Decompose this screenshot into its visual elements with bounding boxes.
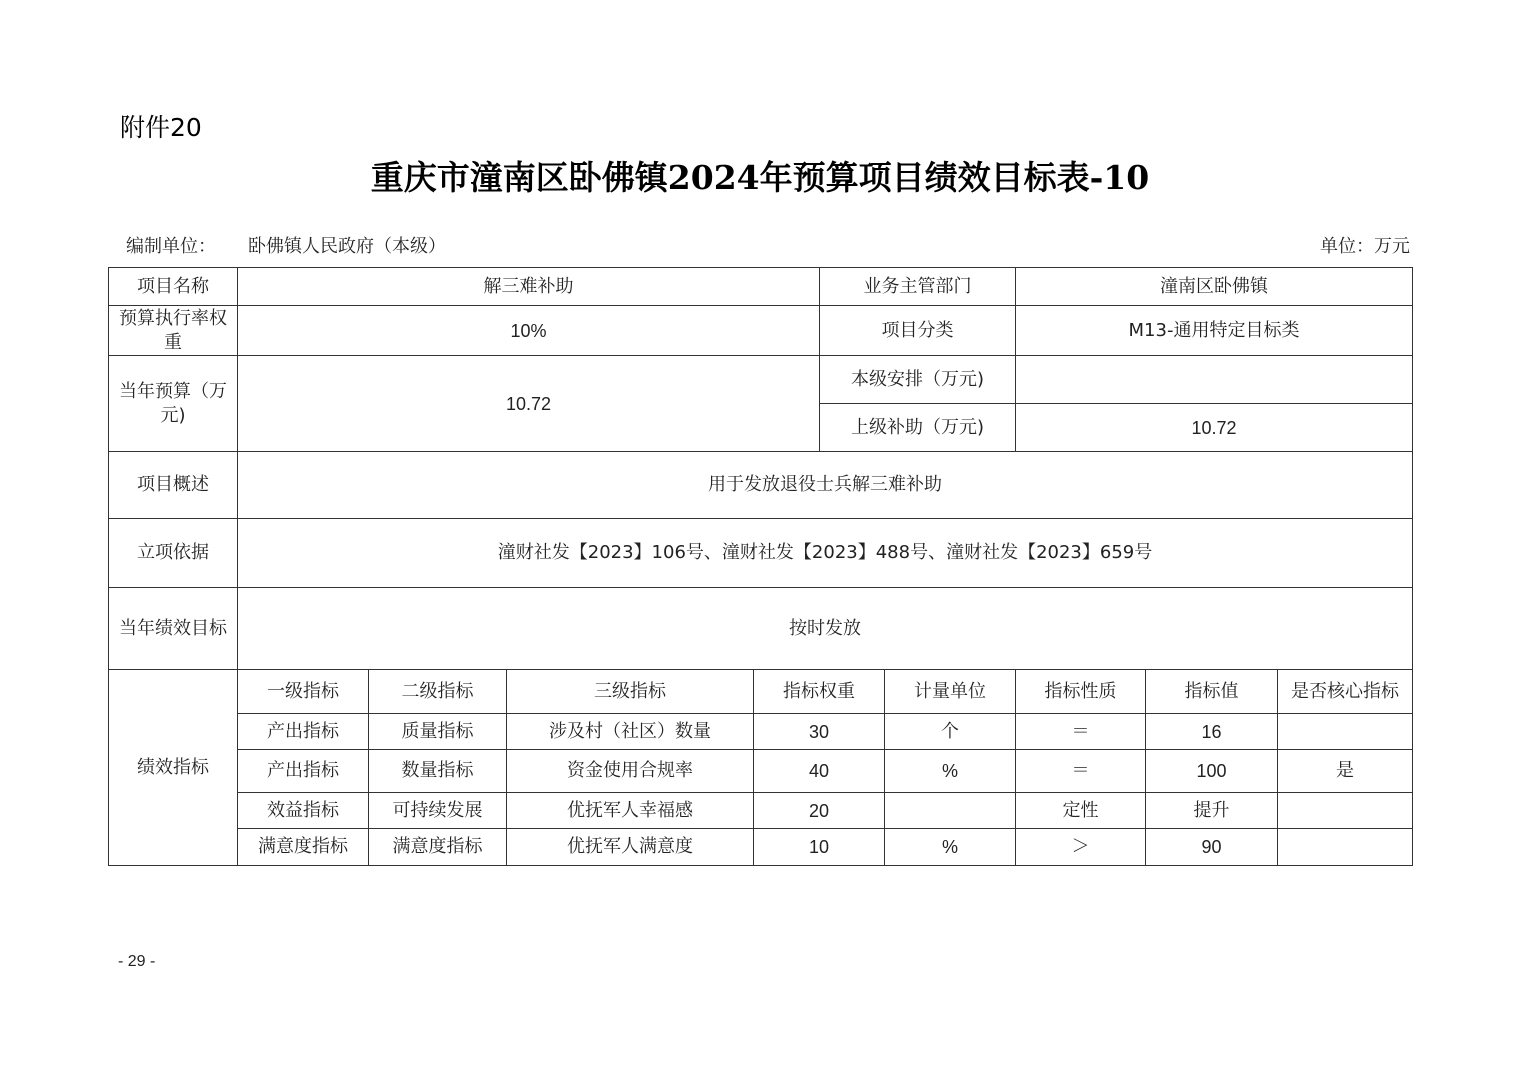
indicator-cell: ＝ (1016, 714, 1146, 750)
project-name-label: 项目名称 (109, 268, 238, 306)
indicators-label: 绩效指标 (109, 670, 238, 866)
indicator-cell: 优抚军人幸福感 (507, 793, 754, 829)
dept-label: 业务主管部门 (820, 268, 1016, 306)
indicator-cell: 是 (1278, 750, 1413, 793)
indicator-cell (885, 793, 1016, 829)
row-budget-local (109, 356, 1413, 404)
exec-weight-value: 10% (238, 306, 820, 356)
header-cell: 计量单位 (885, 670, 1016, 714)
row-basis (109, 519, 1413, 588)
indicator-cell: 20 (754, 793, 885, 829)
indicator-cell: % (885, 750, 1016, 793)
header-cell: 指标性质 (1016, 670, 1146, 714)
indicator-cell: ＝ (1016, 750, 1146, 793)
exec-weight-label: 预算执行率权重 (109, 306, 238, 356)
budget-label: 当年预算（万元) (109, 356, 238, 452)
indicator-row (109, 793, 1413, 829)
indicator-cell: 100 (1146, 750, 1278, 793)
header-cell: 三级指标 (507, 670, 754, 714)
indicator-cell: 可持续发展 (369, 793, 507, 829)
page-title: 重庆市潼南区卧佛镇2024年预算项目绩效目标表-10 (370, 158, 1150, 197)
indicator-cell: 16 (1146, 714, 1278, 750)
indicator-cell: 效益指标 (238, 793, 369, 829)
row-project-name (109, 268, 1413, 306)
indicator-cell: 满意度指标 (369, 829, 507, 866)
indicator-cell: 提升 (1146, 793, 1278, 829)
indicator-cell: ＞ (1016, 829, 1146, 866)
basis-value: 潼财社发【2023】106号、潼财社发【2023】488号、潼财社发【2023】659号 (238, 519, 1413, 588)
header-cell: 指标值 (1146, 670, 1278, 714)
overview-value: 用于发放退役士兵解三难补助 (238, 452, 1413, 519)
performance-table (108, 267, 1413, 866)
category-label: 项目分类 (820, 306, 1016, 356)
indicator-cell: 定性 (1016, 793, 1146, 829)
indicator-cell: 资金使用合规率 (507, 750, 754, 793)
header-cell: 二级指标 (369, 670, 507, 714)
indicator-cell: 30 (754, 714, 885, 750)
org-value: 卧佛镇人民政府（本级） (248, 236, 446, 257)
indicator-cell: 产出指标 (238, 750, 369, 793)
category-value: M13-通用特定目标类 (1016, 306, 1413, 356)
indicator-header-row (109, 670, 1413, 714)
dept-value: 潼南区卧佛镇 (1016, 268, 1413, 306)
indicator-row (109, 750, 1413, 793)
indicator-cell: 个 (885, 714, 1016, 750)
indicator-cell: 数量指标 (369, 750, 507, 793)
project-name-value: 解三难补助 (238, 268, 820, 306)
overview-label: 项目概述 (109, 452, 238, 519)
header-cell: 是否核心指标 (1278, 670, 1413, 714)
org-label: 编制单位： (126, 236, 216, 257)
indicator-cell: 质量指标 (369, 714, 507, 750)
page-number: - 29 - (118, 953, 156, 970)
goal-value: 按时发放 (238, 588, 1413, 670)
row-overview (109, 452, 1413, 519)
local-label: 本级安排（万元) (820, 356, 1016, 404)
indicator-cell: 涉及村（社区）数量 (507, 714, 754, 750)
indicator-cell: 90 (1146, 829, 1278, 866)
upper-label: 上级补助（万元) (820, 404, 1016, 452)
upper-value: 10.72 (1016, 404, 1413, 452)
header-cell: 指标权重 (754, 670, 885, 714)
indicator-cell (1278, 714, 1413, 750)
indicator-cell (1278, 829, 1413, 866)
budget-value: 10.72 (238, 356, 820, 452)
indicator-cell: % (885, 829, 1016, 866)
header-cell: 一级指标 (238, 670, 369, 714)
indicator-row (109, 714, 1413, 750)
basis-label: 立项依据 (109, 519, 238, 588)
row-goal (109, 588, 1413, 670)
indicator-cell (1278, 793, 1413, 829)
indicator-cell: 优抚军人满意度 (507, 829, 754, 866)
local-value (1016, 356, 1413, 404)
row-exec-weight (109, 306, 1413, 356)
goal-label: 当年绩效目标 (109, 588, 238, 670)
indicator-cell: 产出指标 (238, 714, 369, 750)
indicator-row (109, 829, 1413, 866)
unit-label: 单位：万元 (1320, 236, 1410, 257)
indicator-cell: 满意度指标 (238, 829, 369, 866)
indicator-cell: 10 (754, 829, 885, 866)
attachment-label: 附件20 (120, 113, 202, 142)
indicator-cell: 40 (754, 750, 885, 793)
